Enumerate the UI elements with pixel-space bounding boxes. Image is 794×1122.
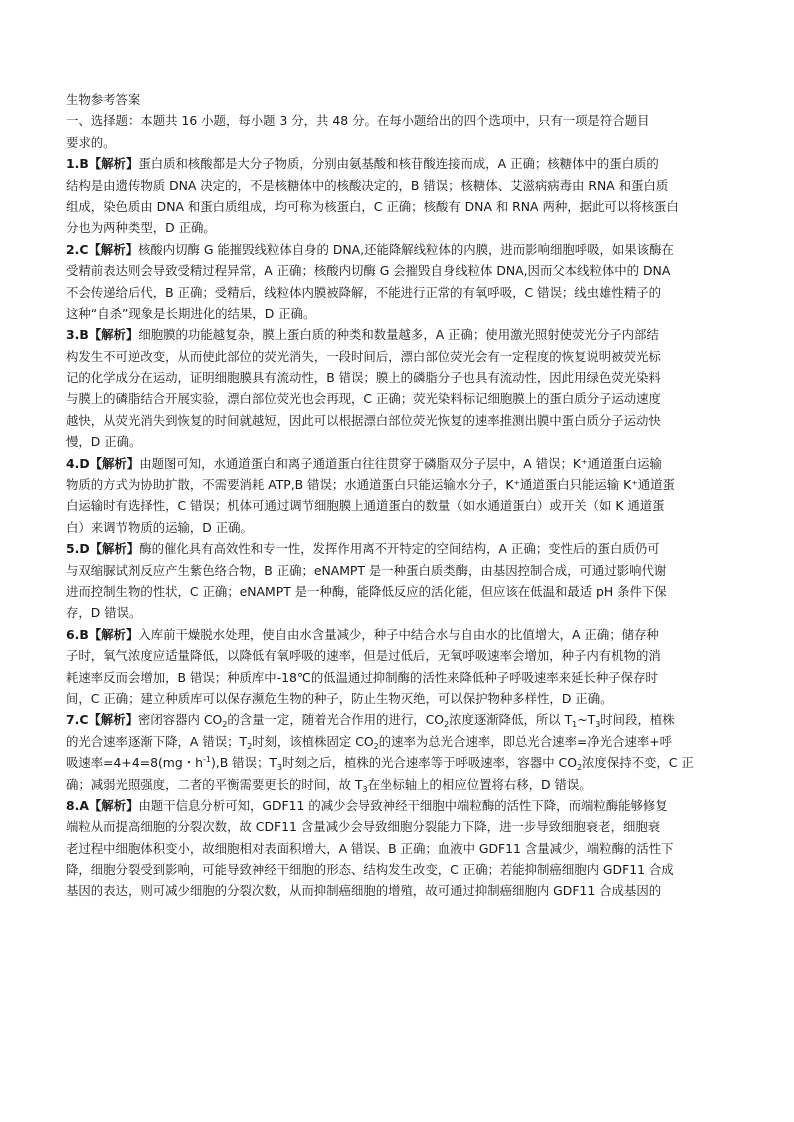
answer-text: 浓度保持不变，C 正 (582, 755, 694, 771)
answer-text: 蛋白质和核酸都是大分子物质，分别由氨基酸和核苷酸连接而成，A 正确；核糖体中的蛋白质的 (138, 156, 659, 172)
answer-text: 时刻，该植株固定 CO (252, 733, 374, 749)
answer-text: 入库前干燥脱水处理，使自由水含量减少，种子中结合水与自由水的比值增大，A 正确；储存种 (138, 626, 659, 642)
answer-line: 间，C 正确；建立种质库可以保存濒危生物的种子，防止生物灭绝，可以保护物种多样性，D 正确。 (66, 690, 613, 706)
answer-line: 与膜上的磷脂结合开展实验，漂白部位荧光也会再现，C 正确；荧光染料标记细胞膜上的蛋白质分子运动速度 (66, 391, 661, 407)
answer-text: ),B 错误；T (210, 755, 277, 771)
answer-line: 不会传递给后代，B 正确；受精后，线粒体内膜被降解，不能进行正常的有氧呼吸，C 错误；线虫雄性精子的 (66, 284, 661, 300)
answer-line: 基因的表达，则可减少细胞的分裂次数，从而抑制癌细胞的增殖，故可通过抑制癌细胞内 GDF11 合成基因的 (66, 883, 662, 899)
answer-line (66, 239, 736, 260)
answer-number: 5.D【解析】 (66, 541, 140, 557)
answer-line: 越快，从荧光消失到恢复的时间就越短，因此可以根据漂白部位荧光恢复的速率推测出膜中蛋白质分子运动快 (66, 412, 661, 428)
answer-line (66, 324, 736, 345)
answer-line: 子时，氧气浓度应适量降低，以降低有氧呼吸的速率，但是过低后，无氧呼吸速率会增加，种子内有机物的消 (66, 648, 661, 664)
answer-line: 存，D 错误。 (66, 605, 142, 621)
answer-text: 的速率为总光合速率，即总光合速率=净光合速率+呼 (378, 733, 673, 749)
subscript: 2 (444, 720, 450, 730)
answer-line: 物质的方式为协助扩散，不需要消耗 ATP,B 错误；水通道蛋白只能运输水分子，K⁺通道蛋白只能运输 K⁺通道蛋 (66, 477, 675, 493)
answer-line: 进而控制生物的性状，C 正确；eNAMPT 是一种酶，能降低反应的活化能，但应该在低温和最适 pH 条件下保 (66, 583, 667, 599)
answer-line: 与双缩脲试剂反应产生紫色络合物，B 正确；eNAMPT 是一种蛋白质类酶，由基因控制合成，可通过影响代谢 (66, 562, 667, 578)
subscript: 2 (247, 741, 253, 751)
subscript: 2 (222, 720, 228, 730)
answer-item-2 (66, 239, 736, 325)
answer-text: 由题图可知，水通道蛋白和离子通道蛋白往往贯穿于磷脂双分子层中，A 错误；K⁺通道蛋白运输 (139, 455, 662, 471)
answer-line (66, 795, 736, 816)
answer-line: 慢，D 正确。 (66, 434, 142, 450)
answer-line (66, 752, 736, 773)
answer-number: 1.B【解析】 (66, 156, 139, 172)
doc-title: 生物参考答案 (66, 92, 141, 107)
answer-text: 浓度逐渐降低，所以 T (449, 712, 573, 728)
answer-text: 的光合速率逐渐下降，A 错误；T (66, 733, 248, 749)
answer-item-6 (66, 624, 736, 710)
answer-number: 4.D【解析】 (66, 455, 140, 471)
answer-line (66, 538, 736, 559)
answer-line: 结构是由遗传物质 DNA 决定的，不是核糖体中的核酸决定的，B 错误；核糖体、艾滋病病毒由 RNA 和蛋白质 (66, 177, 669, 193)
answer-text: 由题干信息分析可知，GDF11 的减少会导致神经干细胞中端粒酶的活性下降，而端粒酶能够修复 (138, 797, 668, 813)
answer-line: 白运输时有选择性，C 错误；机体可通过调节细胞膜上通道蛋白的数量（如水通道蛋白）或开关（如 K 通道蛋 (66, 498, 665, 514)
subscript: 3 (595, 720, 601, 730)
answer-text: 确；减弱光照强度，二者的平衡需要更长的时间，故 T (66, 776, 363, 792)
answer-number: 2.C【解析】 (66, 241, 138, 257)
section-heading-line-2: 要求的。 (66, 134, 116, 150)
answer-document (66, 89, 736, 902)
answer-item-8 (66, 795, 736, 902)
subscript: 1 (572, 720, 578, 730)
answer-text: 细胞膜的功能越复杂，膜上蛋白质的种类和数量越多，A 正确；使用激光照射使荧光分子内部结 (138, 327, 659, 343)
answer-line: 白）来调节物质的运输，D 正确。 (66, 519, 253, 535)
answer-line (66, 774, 736, 795)
answer-line: 分也为两种类型，D 正确。 (66, 220, 216, 236)
answer-line: 受精前表达则会导致受精过程异常，A 正确；核酸内切酶 G 会摧毁自身线粒体 DNA,因而父本线粒体中的 DNA (66, 263, 671, 279)
answer-text: 密闭容器内 CO (137, 712, 223, 728)
answer-line: 记的化学成分在运动，证明细胞膜具有流动性，B 错误；膜上的磷脂分子也具有流动性，因此用绿色荧光染料 (66, 370, 661, 386)
answer-line: 耗速率反而会增加，B 错误；种质库中-18℃的低温通过抑制酶的活性来降低种子呼吸速率来延长种子保存时 (66, 669, 658, 685)
answer-item-7 (66, 709, 736, 795)
answer-line (66, 153, 736, 174)
answer-text: ~T (577, 712, 596, 728)
subscript: 3 (362, 784, 368, 794)
answer-item-1 (66, 153, 736, 239)
answer-number: 6.B【解析】 (66, 626, 139, 642)
answer-text: 吸速率=4+4=8(mg・h (66, 755, 203, 771)
answer-line: 这种“自杀”现象是长期进化的结果，D 正确。 (66, 305, 316, 321)
answer-line (66, 624, 736, 645)
answer-line: 构发生不可逆改变，从而使此部位的荧光消失，一段时间后，漂白部位荧光会有一定程度的恢复说明被荧光标 (66, 348, 661, 364)
answer-line (66, 731, 736, 752)
answer-number: 8.A【解析】 (66, 797, 139, 813)
answer-line (66, 709, 736, 730)
subscript: 3 (276, 763, 283, 773)
answer-line (66, 453, 736, 474)
superscript: -1 (202, 755, 211, 765)
answer-line: 老过程中细胞体积变小，故细胞相对表面积增大，A 错误、B 正确；血液中 GDF11 含量减少，端粒酶的活性下 (66, 840, 674, 856)
answer-text: 的含量一定，随着光合作用的进行，CO (227, 712, 445, 728)
answer-text: 酶的催化具有高效性和专一性，发挥作用离不开特定的空间结构，A 正确；变性后的蛋白质仍可 (139, 541, 660, 557)
answer-line: 组成，染色质由 DNA 和蛋白质组成，均可称为核蛋白，C 正确；核酸有 DNA 和 RNA 两种，据此可以将核蛋白 (66, 198, 679, 214)
answer-number: 3.B【解析】 (66, 327, 139, 343)
subscript: 2 (576, 763, 583, 773)
answer-text: 在坐标轴上的相应位置将右移，D 错误。 (367, 776, 592, 792)
answer-line: 端粒从而提高细胞的分裂次数，故 CDF11 含量减少会导致细胞分裂能力下降，进一步导致细胞衰老，细胞衰 (66, 819, 661, 835)
answer-item-4 (66, 453, 736, 539)
answer-text: 时刻之后，植株的光合速率等于呼吸速率，容器中 CO (282, 755, 577, 771)
answer-text: 核酸内切酶 G 能摧毁线粒体自身的 DNA,还能降解线粒体的内膜，进而影响细胞呼吸，如果该酶在 (137, 241, 674, 257)
subscript: 2 (373, 741, 379, 751)
section-heading-line-1: 一、选择题：本题共 16 小题，每小题 3 分，共 48 分。在每小题给出的四个选项中，只有一项是符合题目 (66, 113, 650, 129)
answer-number: 7.C【解析】 (66, 712, 138, 728)
answer-item-3 (66, 324, 736, 452)
answer-text: 时间段，植株 (600, 712, 675, 728)
answer-item-5 (66, 538, 736, 624)
answer-line: 降，细胞分裂受到影响，可能导致神经干细胞的形态、结构发生改变，C 正确；若能抑制癌细胞内 GDF11 合成 (66, 862, 674, 878)
